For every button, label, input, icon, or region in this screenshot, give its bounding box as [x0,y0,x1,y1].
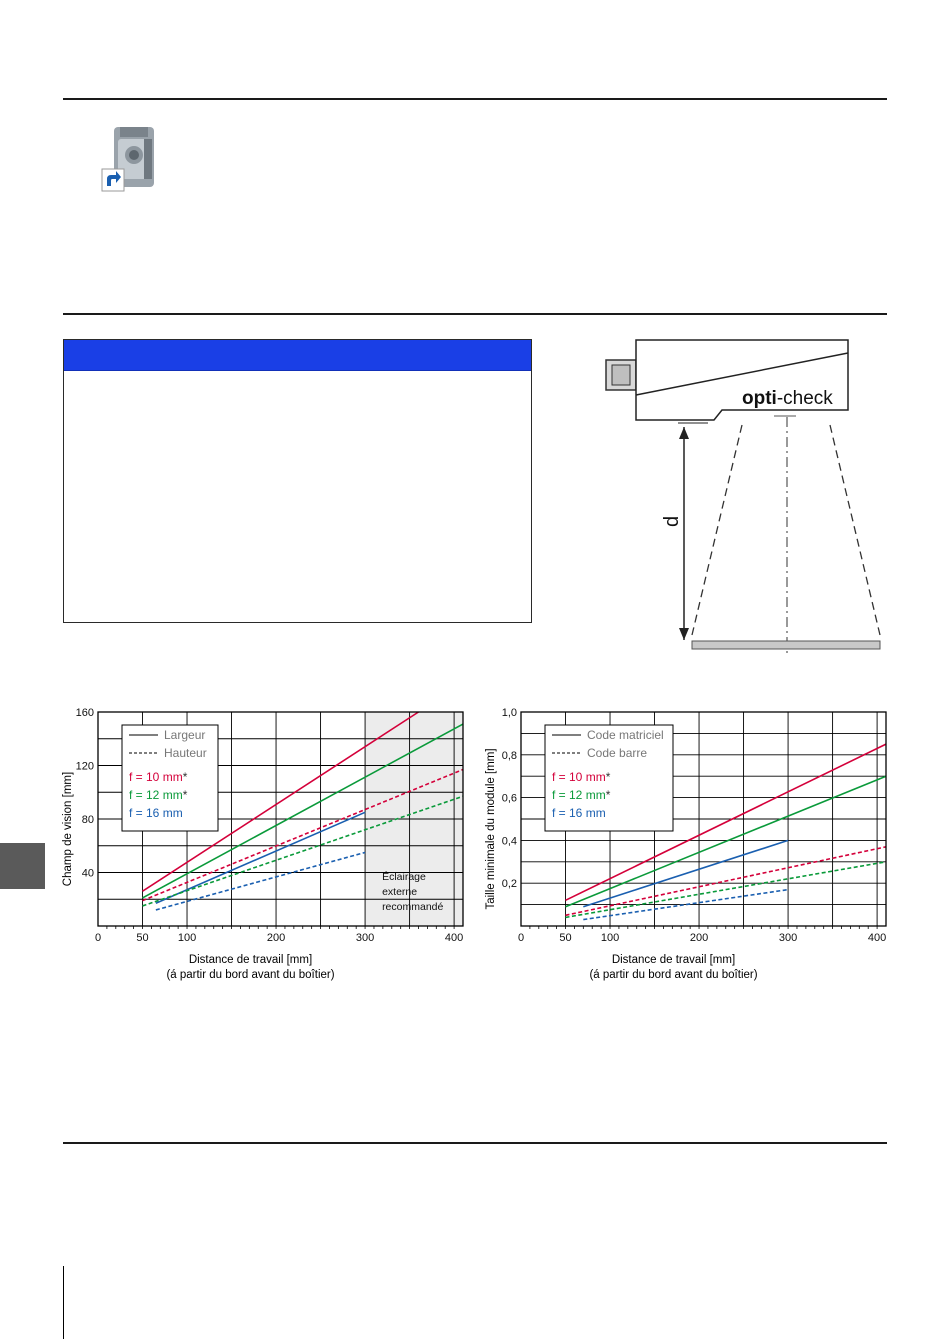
y-tick-label: 1,0 [501,707,517,719]
y-tick-label: 0,6 [501,792,517,805]
legend-color-label [129,806,183,820]
shaded-region-label: externe [382,886,418,898]
x-tick-label: 200 [266,932,286,944]
shaded-region-label: recommandé [382,901,444,913]
legend-color-text: f = 12 mm [129,788,183,802]
x-tick-label: 200 [689,932,709,944]
legend-label: Code barre [587,746,648,760]
x-tick-label: 100 [177,932,197,944]
info-panel-header [64,340,531,371]
y-tick-label: 0,8 [501,749,517,762]
field-of-view-chart [55,700,475,1000]
y-tick-label: 160 [75,707,94,719]
legend-color-label [129,788,188,802]
legend-label: Hauteur [164,746,207,760]
y-tick-label: 40 [81,867,94,880]
x-axis-label: Distance de travail [mm] [611,954,736,966]
section-rule [63,313,887,315]
legend-color-label [552,770,611,784]
x-tick-label: 50 [559,932,572,944]
x-tick-label: 50 [136,932,149,944]
legend-star: * [605,770,611,784]
legend-star: * [182,788,188,802]
legend-star: * [605,788,611,802]
svg-text:opti-check [742,388,833,409]
x-axis-label: Distance de travail [mm] [188,954,313,966]
bottom-rule [63,1142,887,1144]
x-tick-label: 300 [778,932,798,944]
x-axis-sublabel: (á partir du bord avant du boîtier) [589,969,758,981]
legend-color-label [552,788,611,802]
legend-color-text: f = 12 mm [552,788,606,802]
x-tick-label: 0 [517,932,525,944]
legend-color-text: f = 10 mm [129,770,183,784]
y-tick-label: 80 [81,814,94,826]
y-axis-label: Taille minimale du module [mm] [485,748,497,910]
legend-color-text: f = 16 mm [129,806,183,820]
device-brand-rest: -check [776,388,833,409]
x-tick-label: 400 [444,932,464,944]
y-tick-label: 0,2 [501,878,517,891]
x-tick-label: 0 [94,932,102,944]
legend-color-text: f = 16 mm [552,806,606,820]
side-tab [0,843,45,889]
legend-star: * [182,770,188,784]
legend-color-label [552,806,606,820]
y-tick-label: 120 [75,760,94,773]
device-brand-bold: opti [742,388,777,409]
legend-color-text: f = 10 mm [552,770,606,784]
x-axis-sublabel: (á partir du bord avant du boîtier) [166,969,335,981]
y-tick-label: 0,4 [501,835,517,848]
top-rule [63,98,887,100]
module-size-chart [478,700,898,1000]
legend-label: Code matriciel [587,728,664,742]
y-axis-label: Champ de vision [mm] [62,771,74,887]
device-diagram [592,335,892,660]
legend-label: Largeur [164,728,206,742]
x-tick-label: 300 [355,932,375,944]
legend-color-label [129,770,188,784]
camera-shortcut-icon[interactable] [100,125,162,193]
target-surface [692,641,880,649]
info-panel [63,339,532,623]
margin-line [63,1266,64,1339]
shaded-region-label: Éclairage [382,871,426,883]
x-tick-label: 400 [867,932,887,944]
distance-label: d [661,515,683,527]
x-tick-label: 100 [600,932,620,944]
series-line [566,862,886,918]
